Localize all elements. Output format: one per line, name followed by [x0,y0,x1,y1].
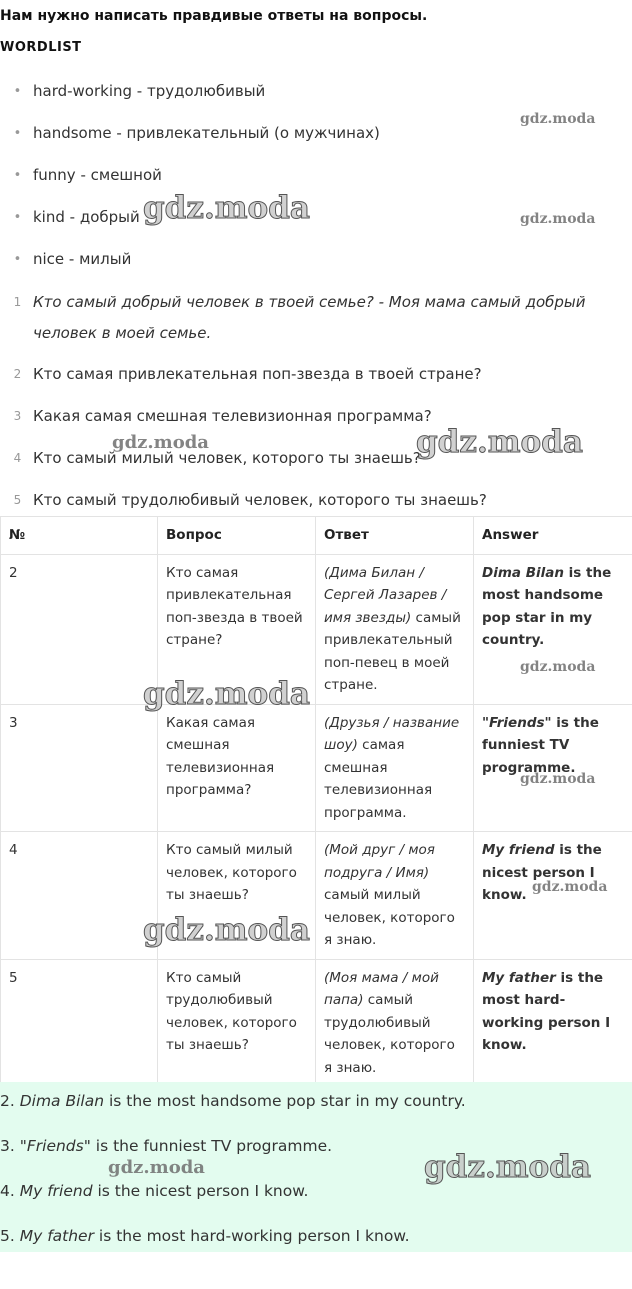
watermark: gdz.moda [520,659,596,675]
cell-answer-en: My friend is the nicest person I know. [474,832,632,960]
watermark: gdz.moda [416,424,583,460]
question-item: 5 Кто самый трудолюбивый человек, которого ты знаешь? [13,491,487,509]
cell-answer-ru: (Друзья / название шоу) самая смешная телевизионная программа. [316,704,474,832]
watermark: gdz.moda [520,111,596,127]
wordlist [0,82,620,292]
intro-text: Нам нужно написать правдивые ответы на вопросы. [0,8,428,24]
table-row [1,832,632,960]
cell-question: Кто самая привлекательная поп-звезда в твоей стране? [158,554,316,704]
watermark: gdz.moda [424,1149,591,1185]
watermark: gdz.moda [143,676,310,712]
cell-number: 5 [1,959,158,1087]
column-header: Вопрос [158,517,316,555]
watermark: gdz.moda [532,879,608,895]
list-item: • handsome - привлекательный (о мужчинах) [0,124,620,166]
table-header-row [1,517,632,555]
column-header: № [1,517,158,555]
answer-line: 3. "Friends" is the funniest TV programme. [0,1137,333,1155]
cell-answer-ru: (Мой друг / моя подруга / Имя) самый милый человек, которого я знаю. [316,832,474,960]
cell-answer-ru: (Дима Билан / Сергей Лазарев / имя звезды) самый привлекательный поп-певец в моей стране. [316,554,474,704]
question-item: 3 Какая самая смешная телевизионная программа? [13,407,432,425]
cell-answer-en: "Friends" is the funniest TV programme. [474,704,632,832]
cell-answer-en: My father is the most hard-working person I know. [474,959,632,1087]
answer-line: 4. My friend is the nicest person I know. [0,1182,309,1200]
cell-question: Кто самый трудолюбивый человек, которого ты знаешь? [158,959,316,1087]
list-item: • funny - смешной [0,166,620,208]
list-item: • nice - милый [0,250,620,292]
bullet-icon: • [13,168,22,183]
answer-line: 2. Dima Bilan is the most handsome pop star in my country. [0,1092,466,1110]
question-item: 4 Кто самый милый человек, которого ты знаешь? [13,449,421,467]
watermark: gdz.moda [143,190,310,226]
bullet-icon: • [13,126,22,141]
table-row [1,554,632,704]
question-item: 2 Кто самая привлекательная поп-звезда в твоей стране? [13,365,482,383]
answers-table [0,516,632,1087]
question-item: 1 Кто самый добрый человек в твоей семье? - Моя мама самый добрый человек в моей семье. [13,293,586,342]
cell-number: 3 [1,704,158,832]
table-row [1,704,632,832]
list-item: • kind - добрый [0,208,620,250]
bullet-icon: • [13,84,22,99]
answers-block [0,1082,632,1252]
watermark: gdz.moda [520,211,596,227]
watermark: gdz.moda [143,912,310,948]
column-header: Ответ [316,517,474,555]
cell-number: 4 [1,832,158,960]
list-item: • hard-working - трудолюбивый [0,82,620,124]
wordlist-heading: WORDLIST [0,40,82,55]
bullet-icon: • [13,252,22,267]
cell-question: Какая самая смешная телевизионная программа? [158,704,316,832]
cell-number: 2 [1,554,158,704]
table-row [1,959,632,1087]
column-header: Answer [474,517,632,555]
watermark: gdz.moda [108,1157,205,1178]
watermark: gdz.moda [520,771,596,787]
bullet-icon: • [13,210,22,225]
cell-question: Кто самый милый человек, которого ты знаешь? [158,832,316,960]
cell-answer-en: Dima Bilan is the most handsome pop star in my country. [474,554,632,704]
cell-answer-ru: (Моя мама / мой папа) самый трудолюбивый человек, которого я знаю. [316,959,474,1087]
answer-line: 5. My father is the most hard-working person I know. [0,1227,410,1245]
question-list [0,287,625,516]
watermark: gdz.moda [112,432,209,453]
